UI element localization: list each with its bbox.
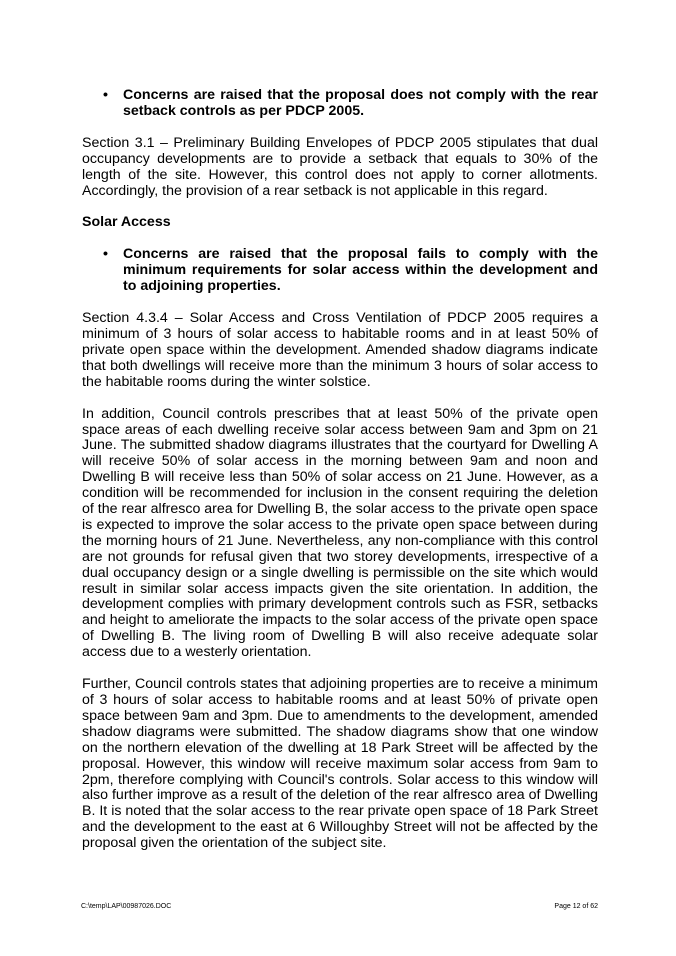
- footer-page-number: Page 12 of 62: [554, 903, 598, 910]
- section-heading-solar-access: Solar Access: [82, 214, 171, 231]
- bullet-text: Concerns are raised that the proposal does not comply with the rear setback controls as per PDCP 2005.: [123, 87, 598, 119]
- bullet-icon: •: [103, 87, 108, 103]
- bullet-text: Concerns are raised that the proposal fails to comply with the minimum requirements for solar access within the development and to adjoining properties.: [123, 246, 598, 295]
- concern-bullet-rear-setback: [82, 88, 598, 120]
- paragraph-private-open-space: In addition, Council controls prescribes that at least 50% of the private open space areas of each dwelling receive solar access between 9am and 3pm on 21 June. The submitted shadow diagrams illustrates that the courtyard for Dwelling A will receive 50% of solar access in the morning between 9am and noon and Dwelling B will receive less than 50% of solar access on 21 June. However, as a condition will be recommended for inclusion in the consent requiring the deletion of the rear alfresco area for Dwelling B, the solar access to the private open space is expected to improve the solar access to the private open space between during the morning hours of 21 June. Nevertheless, any non-compliance with this control are not grounds for refusal given that two storey developments, irrespective of a dual occupancy design or a single dwelling is permissible on the site which would result in similar solar access impacts given the site orientation. In addition, the development complies with primary development controls such as FSR, setbacks and height to ameliorate the impacts to the solar access of the private open space of Dwelling B. The living room of Dwelling B will also receive adequate solar access due to a westerly orientation.: [82, 405, 598, 661]
- paragraph-adjoining-properties: Further, Council controls states that adjoining properties are to receive a minimum of 3 hours of solar access to habitable rooms and at least 50% of private open space between 9am and 3pm. Due to amendments to the development, amended shadow diagrams were submitted. The shadow diagrams show that one window on the northern elevation of the dwelling at 18 Park Street will be affected by the proposal. However, this window will receive maximum solar access from 9am to 2pm, therefore complying with Council's controls. Solar access to this window will also further improve as a result of the deletion of the rear alfresco area of Dwelling B. It is noted that the solar access to the rear private open space of 18 Park Street and the development to the east at 6 Willoughby Street will not be affected by the proposal given the orientation of the subject site.: [82, 676, 598, 852]
- paragraph-solar-requirements: Section 4.3.4 – Solar Access and Cross Ventilation of PDCP 2005 requires a minimum of 3 hours of solar access to habitable rooms and in at least 50% of private open space within the development. Amended shadow diagrams indicate that both dwellings will receive more than the minimum 3 hours of solar access to the habitable rooms during the winter solstice.: [82, 310, 598, 390]
- paragraph-rear-setback: Section 3.1 – Preliminary Building Envelopes of PDCP 2005 stipulates that dual occupancy developments are to provide a setback that equals to 30% of the length of the site. However, this control does not apply to corner allotments. Accordingly, the provision of a rear setback is not applicable in this regard.: [82, 134, 598, 199]
- document-body: [82, 88, 598, 852]
- bullet-icon: •: [103, 246, 108, 263]
- footer-file-path: C:\temp\LAP\00987026.DOC: [81, 903, 172, 910]
- concern-bullet-solar-access: [82, 247, 598, 295]
